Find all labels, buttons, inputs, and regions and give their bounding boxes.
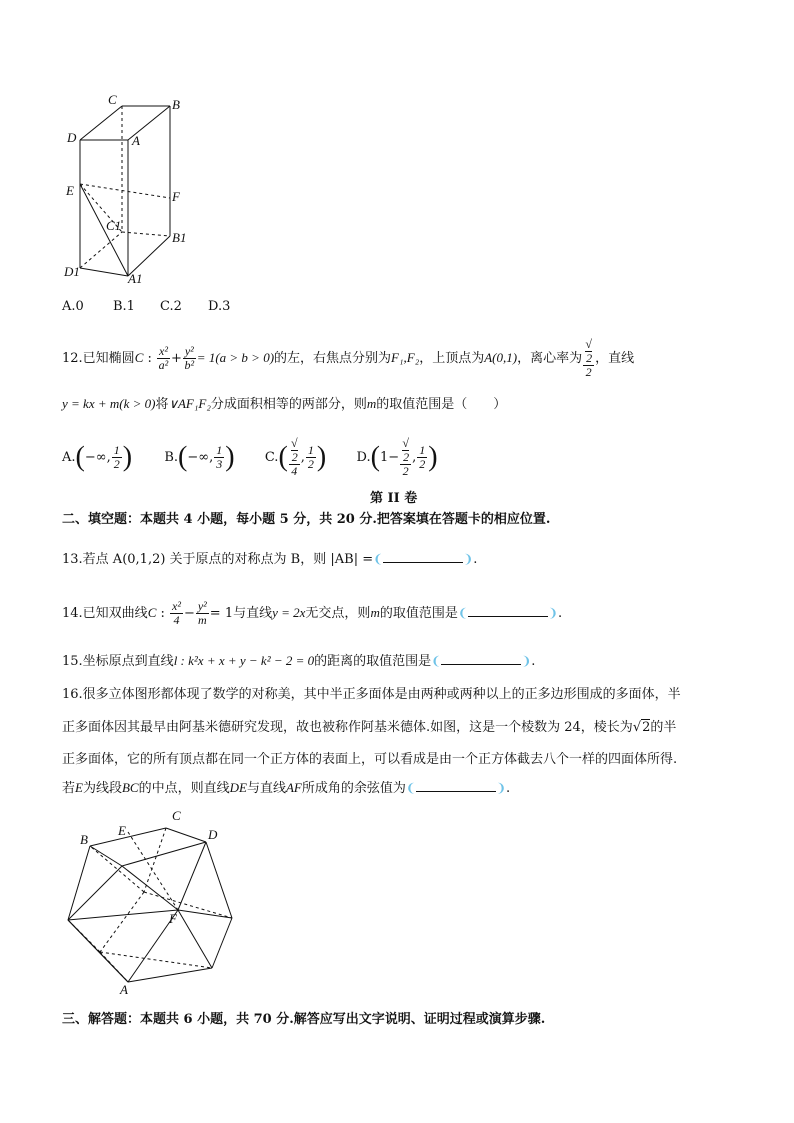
section3-heading: 三、解答题：本题共 6 小题，共 70 分.解答应写出文字说明、证明过程或演算步骤. <box>62 1012 546 1027</box>
prism-label-B1: B1 <box>172 230 187 245</box>
prism-label-D: D <box>67 130 77 145</box>
q12-line2: y = kx + m(k > 0)将∨AF₁F₂分成面积相等的两部分，则m的取值范围是（ ） <box>62 396 507 412</box>
q16-line3: 正多面体，它的所有顶点都在同一个正方体的表面上，可以看成是由一个正方体截去八个一样的四面体所得. <box>62 752 678 767</box>
prism-label-D1: D1 <box>64 264 80 279</box>
q11-option-a: A.0 <box>62 299 84 314</box>
q15: 15.坐标原点到直线l : k²x + x + y − k² − 2 = 0的距离的取值范围是❨ ❩. <box>62 653 536 669</box>
q11-option-b: B.1 <box>113 299 135 314</box>
prism-label-C: C <box>108 92 117 107</box>
section2-heading: 二、填空题：本题共 4 小题，每小题 5 分，共 20 分.把答案填在答题卡的相应位置. <box>62 512 551 527</box>
prism-label-A1: A1 <box>128 271 143 286</box>
prism-label-B: B <box>172 97 180 112</box>
prism-label-A: A <box>132 133 140 148</box>
q14: 14.已知双曲线C : $\frac{\text{x²}}{4}$ − $\frac{\text{y²}}{m}$ = 1与直线y = 2x无交点，则m的取值范围是❨ ❩. <box>62 599 563 627</box>
cubo-label-B: B <box>80 832 88 847</box>
q11-option-c: C.2 <box>160 299 182 314</box>
q12-options: A.(−∞, $\frac{1}{2}$ ) B.(−∞, $\frac{1}{3}$ ) C.( √ 2 4 , $\frac{1}{2}$ ) D.(1− √ 2 2 , $\frac{1}{2}$ ) <box>62 436 438 478</box>
cubo-label-C: C <box>172 808 181 823</box>
cubo-label-F: F <box>169 911 177 926</box>
prism-label-F: F <box>172 189 180 204</box>
q16-line4: 若E为线段BC的中点，则直线DE与直线AF所成角的余弦值为❨ ❩. <box>62 780 511 796</box>
cubo-label-A: A <box>120 982 128 997</box>
q13: 13.若点 A(0,1,2) 关于原点的对称点为 B，则 |AB| =❨ ❩. <box>62 549 477 569</box>
cubo-label-E: E <box>118 823 126 838</box>
q16-line1: 16.很多立体图形都体现了数学的对称美，其中半正多面体是由两种或两种以上的正多边形围成的多面体，半 <box>62 687 681 702</box>
q12-line1: 12.已知椭圆C : $\frac{\text{x²}}{\text{a²}}$ + $\frac{\text{y²}}{\text{b²}}$ = 1(a > b > 0)的左，右焦点分别为F₁,F₂，上顶点为A(0,1)，离心率为 √ 2 2 ，直线 <box>62 337 635 379</box>
prism-label-E: E <box>66 183 74 198</box>
q11-option-d: D.3 <box>208 299 231 314</box>
q16-line2: 正多面体因其最早由阿基米德研究发现，故也被称作阿基米德体.如图，这是一个棱数为 24，棱长为√2的半 <box>62 720 677 735</box>
section2-title: 第 II 卷 <box>370 491 418 506</box>
cubo-label-D: D <box>208 827 218 842</box>
prism-label-C1: C1 <box>106 218 122 233</box>
